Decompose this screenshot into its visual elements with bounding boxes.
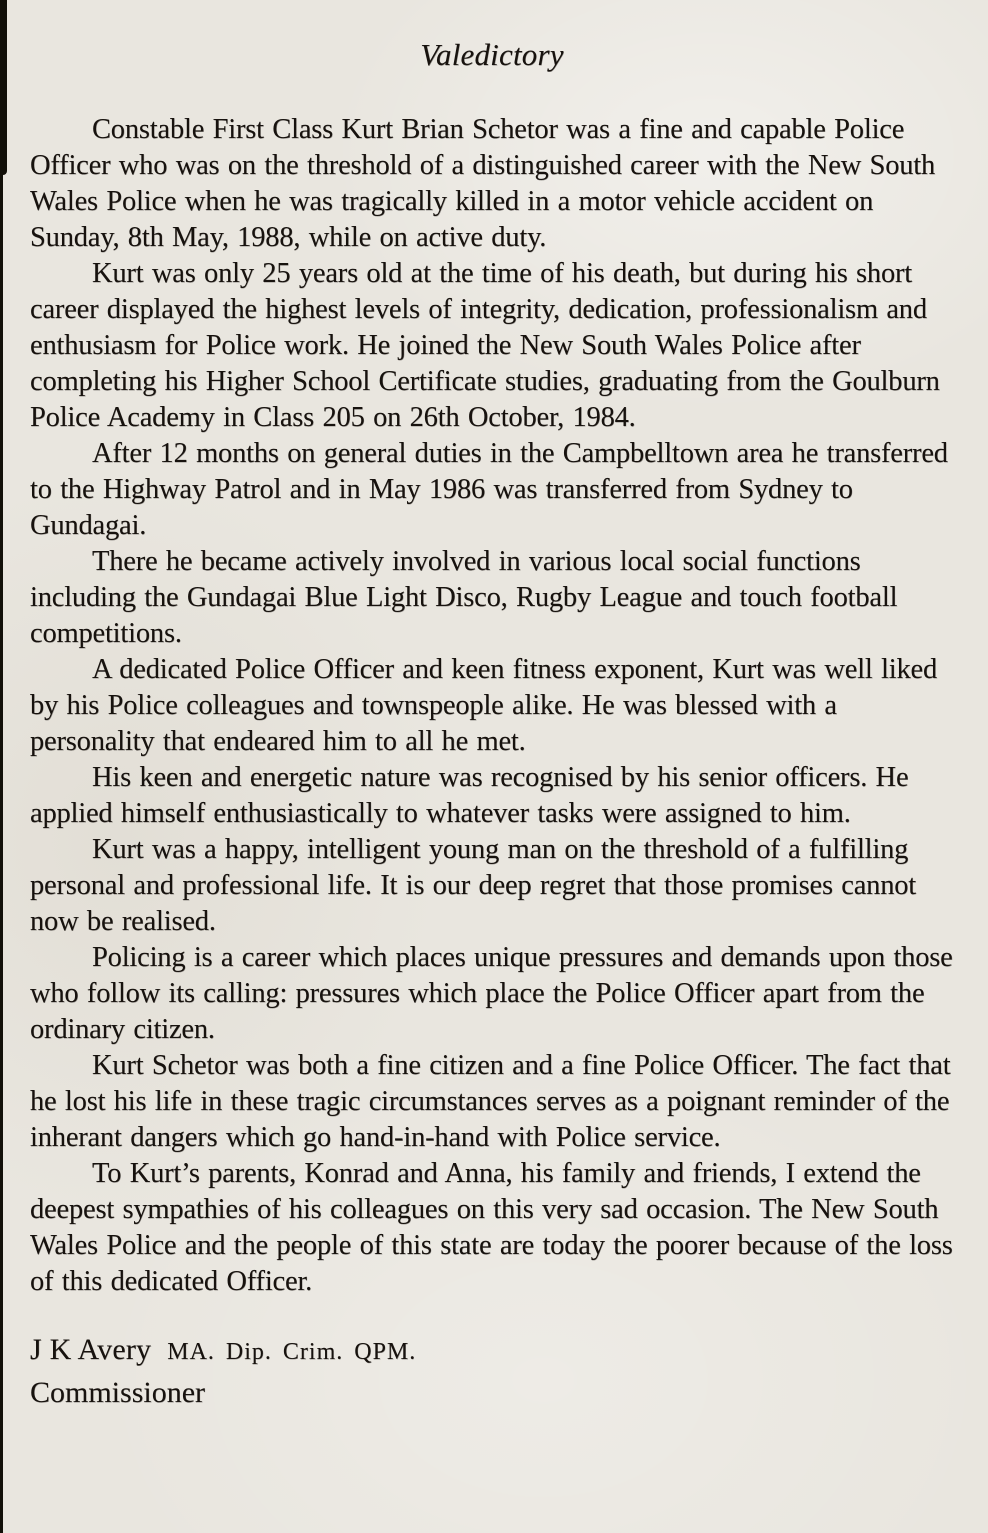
paragraph-3: After 12 months on general duties in the Campbelltown area he transferred to the Highway Patrol and in May 1986 was transferred from Sydney to Gundagai. (30, 438, 948, 541)
signature-credentials: MA. Dip. Crim. QPM. (167, 1339, 417, 1365)
paragraph-8: Policing is a career which places unique pressures and demands upon those who follow its calling: pressures which place the Police Officer apart from the ordinary citizen. (30, 942, 953, 1045)
signature-title: Commissioner (30, 1376, 206, 1409)
paragraph-6: His keen and energetic nature was recognised by his senior officers. He applied himself enthusiastically to whatever tasks were assigned to him. (30, 762, 909, 829)
paragraph-7: Kurt was a happy, intelligent young man on the threshold of a fulfilling personal and professional life. It is our deep regret that those promises cannot now be realised. (30, 834, 917, 937)
paragraph-9: Kurt Schetor was both a fine citizen and a fine Police Officer. The fact that he lost his life in these tragic circumstances serves as a poignant reminder of the inherant dangers which go hand-in-hand with Police service. (30, 1050, 951, 1153)
paragraph-10: To Kurt’s parents, Konrad and Anna, his family and friends, I extend the deepest sympathies of his colleagues on this very sad occasion. The New South Wales Police and the people of this state are today the poorer because of the loss of this dedicated Officer. (30, 1158, 953, 1297)
page-title: Valedictory (420, 37, 564, 72)
signature-line (30, 1330, 954, 1372)
document-body (30, 112, 954, 1300)
paragraph-1: Constable First Class Kurt Brian Schetor was a fine and capable Police Officer who was on the threshold of a distinguished career with the New South Wales Police when he was tragically killed in a motor vehicle accident on Sunday, 8th May, 1988, while on active duty. (30, 114, 936, 253)
signature-block (30, 1330, 954, 1414)
paragraph-2: Kurt was only 25 years old at the time of his death, but during his short career displayed the highest levels of integrity, dedication, professionalism and enthusiasm for Police work. He joined the New South Wales Police after completing his Higher School Certificate studies, graduating from the Goulburn Police Academy in Class 205 on 26th October, 1984. (30, 258, 940, 433)
paragraph-4: There he became actively involved in various local social functions including the Gundagai Blue Light Disco, Rugby League and touch football competitions. (30, 546, 898, 649)
signature-name: J K Avery (30, 1333, 152, 1366)
paragraph-5: A dedicated Police Officer and keen fitness exponent, Kurt was well liked by his Police colleagues and townspeople alike. He was blessed with a personality that endeared him to all he met. (30, 654, 938, 757)
